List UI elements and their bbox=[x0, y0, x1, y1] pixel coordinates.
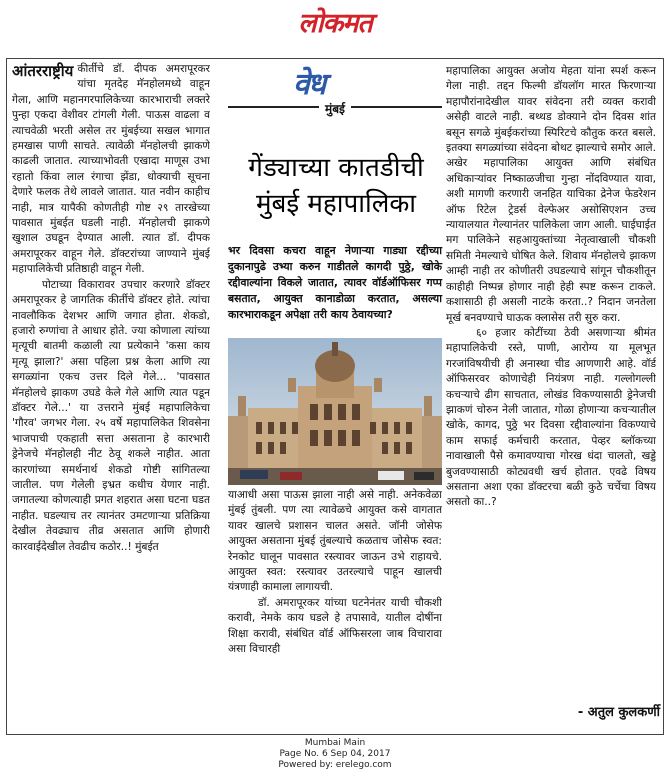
location-label: मुंबई bbox=[319, 102, 351, 116]
article-column-1 bbox=[12, 62, 210, 730]
column3-paragraph-1: महापालिका आयुक्त अजोय मेहता यांना स्पर्श करून गेला नाही. तद्दन फिल्मी डॉयलॉग मारत फिरणाऱ्या महापौरांनादेखील यावर संवेदना तरी व्यक्त करावी असेही वाटले नाही. बथ्थड डोक्याने दोन दिवस शांत बसून सगळे मुंबईकरांच्या स्पिरिटचे कौतुक करत बसले. इतक्या सगळ्यांच्या संवेदना बोथट झाल्याचे समोर आले. अखेर महापालिका आयुक्त आणि संबंधित अधिकाऱ्यांवर निष्काळजीचा गुन्हा नोंदविण्यात यावा, अशी मागणी करणारी जनहित याचिका द्रेनेज फेडरेशन ऑफ रिटेल ट्रेडर्स वेल्फेअर असोसिएशन उच्च न्यायालयात गेल्यानंतर पालिकेला जाग आली. घाईघाईत मग पालिकेने सहआयुक्तांच्या नेतृत्वाखाली चौकशी समिती नेमल्याचे घोषित केले. शिवाय मॅनहोलचे झाकण आम्ही नाही तर कोणीतरी उघडल्याचे सांगून चौकशीतून काहीही निष्पन्न होणार नाही हेही स्पष्ट करून टाकले. कशासाठी ही असली नाटके करता..? निदान जनतेला मूर्ख बनवण्याचे घाऊक क्लासेस तरी सुरु करा. bbox=[446, 65, 656, 324]
column3-paragraph-2: ६० हजार कोटींच्या ठेवी असणाऱ्या श्रीमंत महापालिकेची रस्ते, पाणी, आरोग्य या मूलभूत गरजांविषयीची ही अनास्था चीड आणणारी आहे. वॉर्ड ऑफिसरवर कोणाचेही नियंत्रण नाही. गल्लोगल्ली कचऱ्याचे ढीग साचतात, लोखंड विकण्यासाठी ड्रेनेजची झाकणं चोरुन नेली जातात, गोळा होणाऱ्या कचऱ्यातील खोके, कागद, पुठ्ठे भर दिवसा रद्दीवाल्यांना विकण्याचे काम सफाई कर्मचारी करतात, पेव्हर ब्लॉकच्या नावाखाली पैसे कमावण्याचा गोरख धंदा चालतो, खड्डे बुजवण्यासाठी कोट्यवधी खर्च होतात. एवढे विषय असताना अशा एका डॉक्टरचा बळी कुठे चर्चेचा विषय असतो का..? bbox=[446, 326, 656, 509]
edition-name: Mumbai Main bbox=[304, 738, 366, 748]
column1-paragraph-2: पोटाच्या विकारावर उपचार करणारे डॉक्टर अमरापूरकर हे जागतिक कीर्तीचे डॉक्टर होते. त्यांचा नावलौकिक देशभर आणि जगात होता. शेकडो, हजारो रुग्णांचा ते आधार होते. ज्या कोणाला त्यांच्या मृत्यूची बातमी कळाली त्या प्रत्येकाने 'कसा काय मृत्यू झाला?' असा पहिला प्रश्न केला आणि त्या सगळ्यांना एकच उत्तर दिले गेले... 'पावसात मॅनहोलचे झाकण उघडे केले गेले आणि त्यात पडून डॉक्टर गेले...' या उत्तराने मुंबई महापालिकेचा 'गौरव' जगभर गेला. २५ वर्षे महापालिकेत शिवसेना भाजपाची एकहाती सत्ता असताना हे कारभारी ड्रेनेजचे मॅनहोलही नीट ठेवू शकले नाहीत. आता कारणांच्या समर्थनार्थ शेकडो गोष्टी सांगितल्या जातील. पण गेलेली इभ्रत कधीच येणार नाही. जगातल्या कोणत्याही प्रगत शहरात असा घटना घडत नाहीत. घडल्याच तर त्यानंतर उमटणाऱ्या प्रतिक्रिया देखील तेवढ्याच तीव्र असतात आणि होणारी कारवाईदेखील तेवढीच कठोर..! मुंबईत bbox=[12, 278, 210, 553]
powered-by-link[interactable]: Powered by: erelego.com bbox=[278, 760, 392, 770]
masthead bbox=[0, 0, 670, 40]
lokmat-logo: लोकमत bbox=[298, 8, 372, 39]
section-kicker: आंतरराष्ट्रीय bbox=[12, 62, 74, 80]
article-headline: गेंड्याच्या कातडीची मुंबई महापालिका bbox=[248, 153, 424, 219]
column2-paragraph-1: याआधी असा पाऊस झाला नाही असे नाही. अनेकवेळा मुंबई तुंबली. पण त्या त्यावेळचे आयुक्त कसे वागतात यावर खालचे प्रशासन चालत असते. जॉनी जोसेफ आयुक्त असताना मुंबई तुंबल्याचे कळताच जोसेफ स्वत: रेनकोट घालून पावसात रस्त्यावर जाऊन उभे राहायचे. आयुक्त स्वत: रस्त्यावर उतरल्याचे पाहून खालची यंत्रणाही कामाला लागायची. bbox=[228, 489, 442, 594]
page-number-date: Page No. 6 Sep 04, 2017 bbox=[279, 749, 391, 759]
cst-building-illustration bbox=[228, 338, 442, 485]
article-column-2 bbox=[228, 488, 442, 718]
article-deck: भर दिवसा कचरा वाहून नेणाऱ्या गाड्या रद्दीच्या दुकानापुढे उभ्या करुन गाडीतले कागदी पुठ्ठे, खोके रद्दीवाल्यांना विकले जातात, त्यावर वॉर्डऑफिसर गप्प बसतात, आयुक्त कानाडोळा करतात, असल्या कारभाराकडून अपेक्षा तरी काय ठेवायच्या? bbox=[228, 244, 442, 321]
author-byline: - अतुल कुलकर्णी bbox=[577, 705, 660, 720]
cst-building-photo bbox=[228, 338, 442, 485]
article-column-3 bbox=[446, 64, 656, 704]
column1-paragraph-1: कीर्तीचे डॉ. दीपक अमरापूरकर यांचा मृतदेह मॅनहोलमध्ये वाहून गेला, आणि महानगरपालिकेच्या कारभाराची लक्तरे पुन्हा एकदा वेशीवर टांगली गेली. पाऊस वाढला व त्याचवेळी भरती असेल तर मुंबईच्या सखल भागात हमखास पाणी साचते. त्यावेळी मॅनहोलची झाकणे काढली जातात. त्याच्याभोवती एखादा माणूस उभा रहातो किंवा लाल रंगाचा झेंडा, धोक्याची सूचना देणारे फलक तेथे लावले जातात. यात नवीन काहीच नाही, मात्र यापैकी कोणतीही गोष्ट २९ तारखेच्या पावसात मुंबईत घडली नाही. मॅनहोलची झाकणे खुशाल उघडून देण्यात आली. त्यात डॉ. दीपक अमरापूरकर वाहून गेले. डॉक्टरांच्या जाण्याने मुंबई महापालिकेची प्रतिष्ठाही वाहून गेली. bbox=[12, 63, 210, 276]
dateline-location bbox=[228, 100, 442, 117]
column2-paragraph-2: डॉ. अमरापूरकर यांच्या घटनेनंतर याची चौकशी करावी, नेमके काय घडले हे तपासावे, यातील दोषींना शिक्षा करावी, संबंधित वॉर्ड ऑफिसरला जाब विचारावा असा विचारही bbox=[228, 596, 442, 656]
vedh-column-brand: वेध bbox=[293, 67, 325, 102]
page-footer bbox=[0, 738, 670, 771]
